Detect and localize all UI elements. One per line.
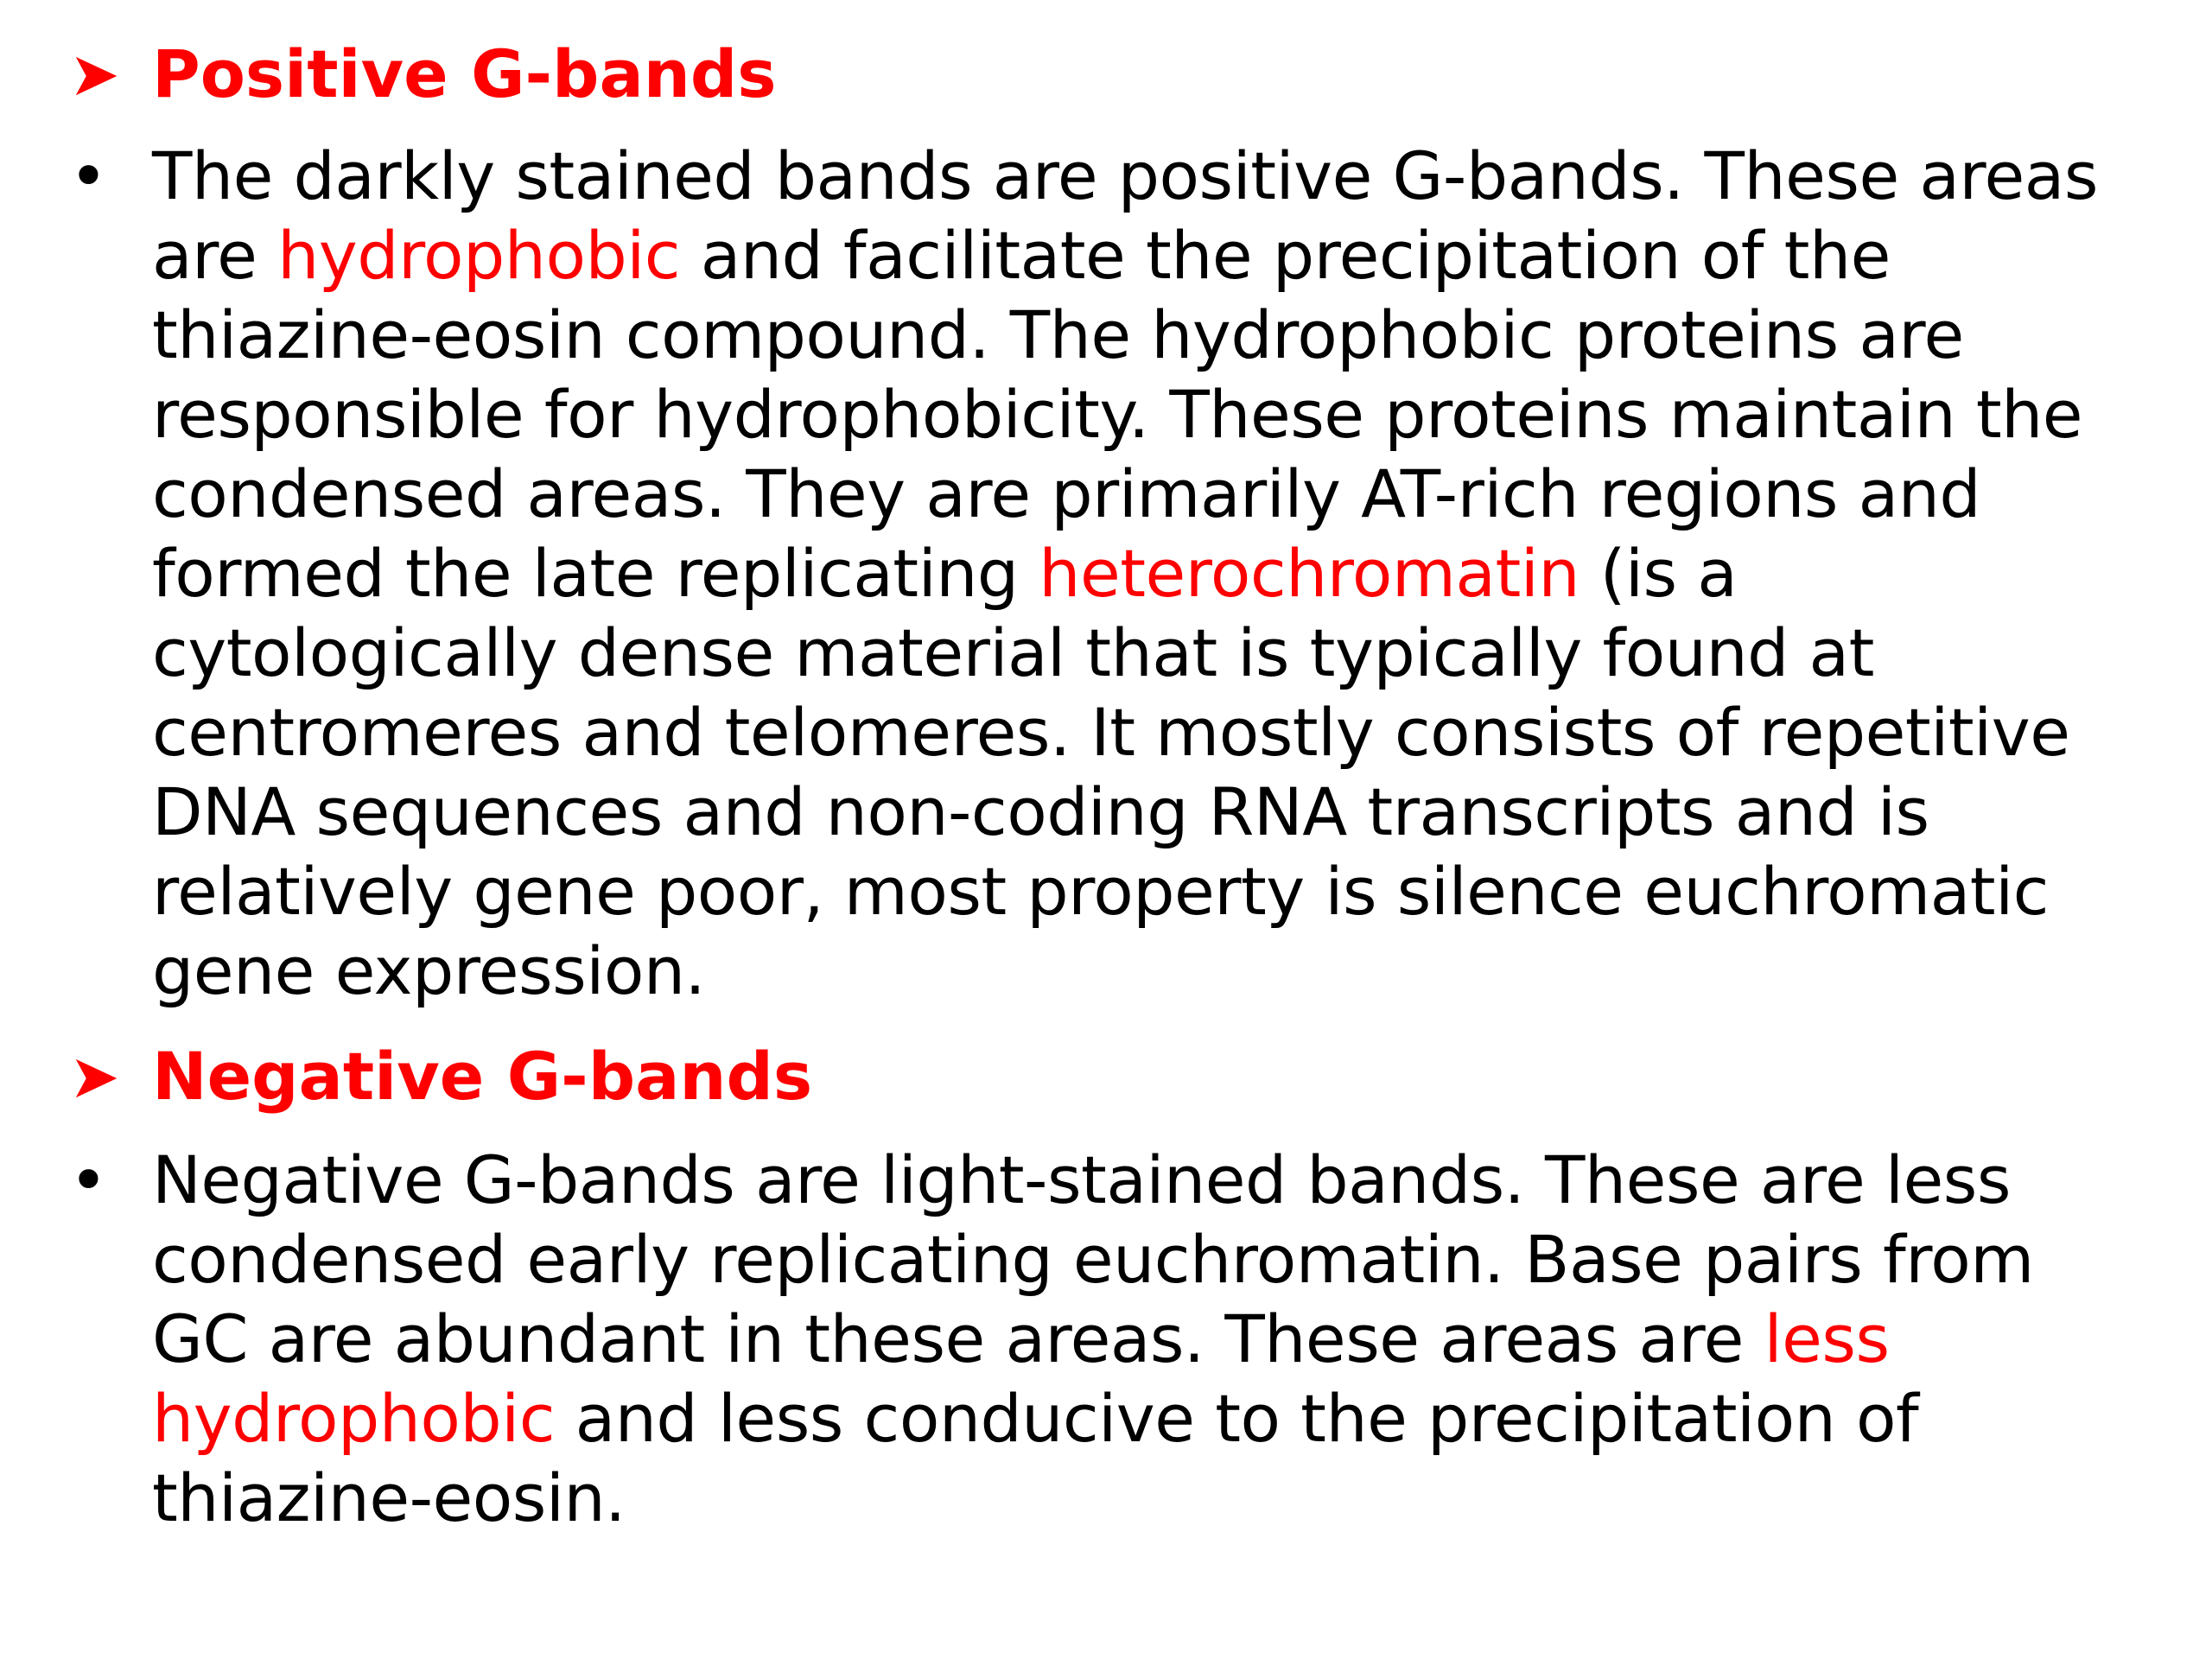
paragraph-positive-g-bands <box>152 137 2108 1011</box>
arrowhead-bullet-icon: ➤ <box>69 39 120 110</box>
text-run: The darkly stained bands are positive G-bands. These areas are <box>152 137 2098 294</box>
arrowhead-bullet-icon: ➤ <box>69 1041 120 1112</box>
highlight-less-hydrophobic: less hydrophobic <box>152 1300 1890 1457</box>
text-run: and facilitate the precipitation of the thiazine-eosin compound. The hydrophobic proteins are responsible for hydrophobicity. These proteins maintain the condensed areas. They are primarily AT-rich regions and formed the late replicating <box>152 217 2083 612</box>
text-run: (is a cytologically dense material that is typically found at centromeres and telomeres. It mostly consists of repetitive DNA sequences and non-coding RNA transcripts and is relatively gene poor, most property is silence euchromatic gene expression. <box>152 535 2070 1009</box>
section-heading-positive-g-bands <box>69 35 777 112</box>
bullet-negative-g-bands <box>69 1141 2108 1538</box>
highlight-heterochromatin: heterochromatin <box>1039 535 1580 612</box>
text-run: Negative G-bands are light-stained bands. These are less condensed early replicating euchromatin. Base pairs from GC are abundant in these areas. These areas are <box>152 1141 2034 1377</box>
paragraph-negative-g-bands <box>152 1141 2108 1538</box>
heading-text: Positive G-bands <box>152 35 777 112</box>
bullet-dot: • <box>69 137 108 214</box>
section-heading-negative-g-bands <box>69 1038 813 1115</box>
bullet-positive-g-bands <box>69 137 2108 1011</box>
bullet-dot: • <box>69 1141 108 1218</box>
text-run: and less conducive to the precipitation of thiazine-eosin. <box>152 1380 1919 1536</box>
highlight-hydrophobic: hydrophobic <box>277 217 681 294</box>
heading-text: Negative G-bands <box>152 1038 813 1115</box>
